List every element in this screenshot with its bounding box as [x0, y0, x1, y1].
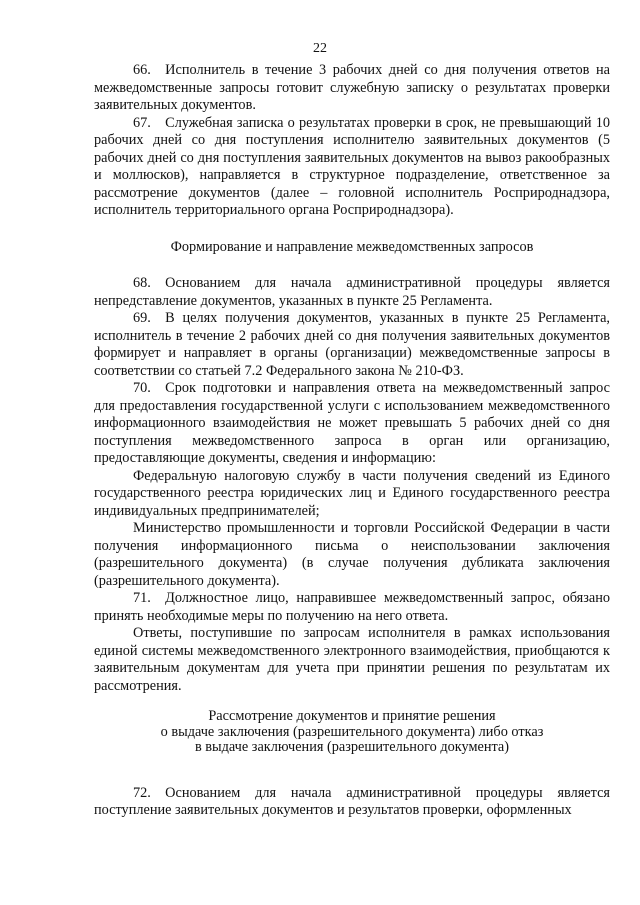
heading-line: в выдаче заключения (разрешительного документа)	[194, 739, 510, 755]
paragraph-67: 67. Служебная записка о результатах проверки в срок, не превышающий 10 рабочих дней со дня поступления исполнителю заявительных документов (5 рабочих дней со дня поступления заявительных документов на вывоз ракообразных и моллюсков), направляется в структурное подразделение, ответственное за рассмотрение документов (далее – головной исполнитель Росприроднадзора, исполнитель территориального органа Росприроднадзора).	[94, 114, 610, 218]
paragraph-72: 72. Основанием для начала административной процедуры является поступление заявительных документов и результатов проверки, оформленных	[94, 784, 610, 818]
section-heading-review	[94, 709, 610, 756]
paragraph-71: 71. Должностное лицо, направившее межведомственный запрос, обязано принять необходимые меры по получению на него ответа.	[94, 590, 610, 624]
paragraph-tax-service: Федеральную налоговую службу в части получения сведений из Единого государственного реестра юридических лиц и Единого государственного реестра индивидуальных предпринимателей;	[94, 467, 610, 519]
paragraph-66: 66. Исполнитель в течение 3 рабочих дней со дня получения ответов на межведомственные запросы готовит служебную записку о результатах проверки заявительных документов.	[94, 62, 610, 113]
page-number: 22	[313, 41, 327, 56]
paragraph-68: 68. Основанием для начала административной процедуры является непредставление документов, указанных в пункте 25 Регламента.	[94, 275, 610, 309]
section-heading-requests: Формирование и направление межведомственных запросов	[170, 238, 534, 255]
document-body	[94, 62, 610, 820]
heading-line: Рассмотрение документов и принятие решения	[208, 708, 496, 724]
paragraph-ministry: Министерство промышленности и торговли Российской Федерации в части получения информационного письма о неиспользовании заключения (разрешительного документа) (в случае получения дубликата заключения (разрешительного документа).	[94, 520, 610, 589]
paragraph-70: 70. Срок подготовки и направления ответа на межведомственный запрос для предоставления государственной услуги с использованием межведомственного информационного взаимодействия не может превышать 5 рабочих дней со дня поступления межведомственного запроса в орган или организацию, предоставляющие документы, сведения и информацию:	[94, 380, 610, 466]
paragraph-69: 69. В целях получения документов, указанных в пункте 25 Регламента, исполнитель в течение 2 рабочих дней со дня получения заявительных документов формирует и направляет в органы (организации) межведомственные запросы в соответствии со статьей 7.2 Федерального закона № 210-ФЗ.	[94, 310, 610, 379]
paragraph-answers: Ответы, поступившие по запросам исполнителя в рамках использования единой системы межведомственного электронного взаимодействия, приобщаются к заявительным документам для учета при принятии решения по результатам их рассмотрения.	[94, 625, 610, 694]
heading-line: о выдаче заключения (разрешительного документа) либо отказ	[160, 723, 544, 740]
